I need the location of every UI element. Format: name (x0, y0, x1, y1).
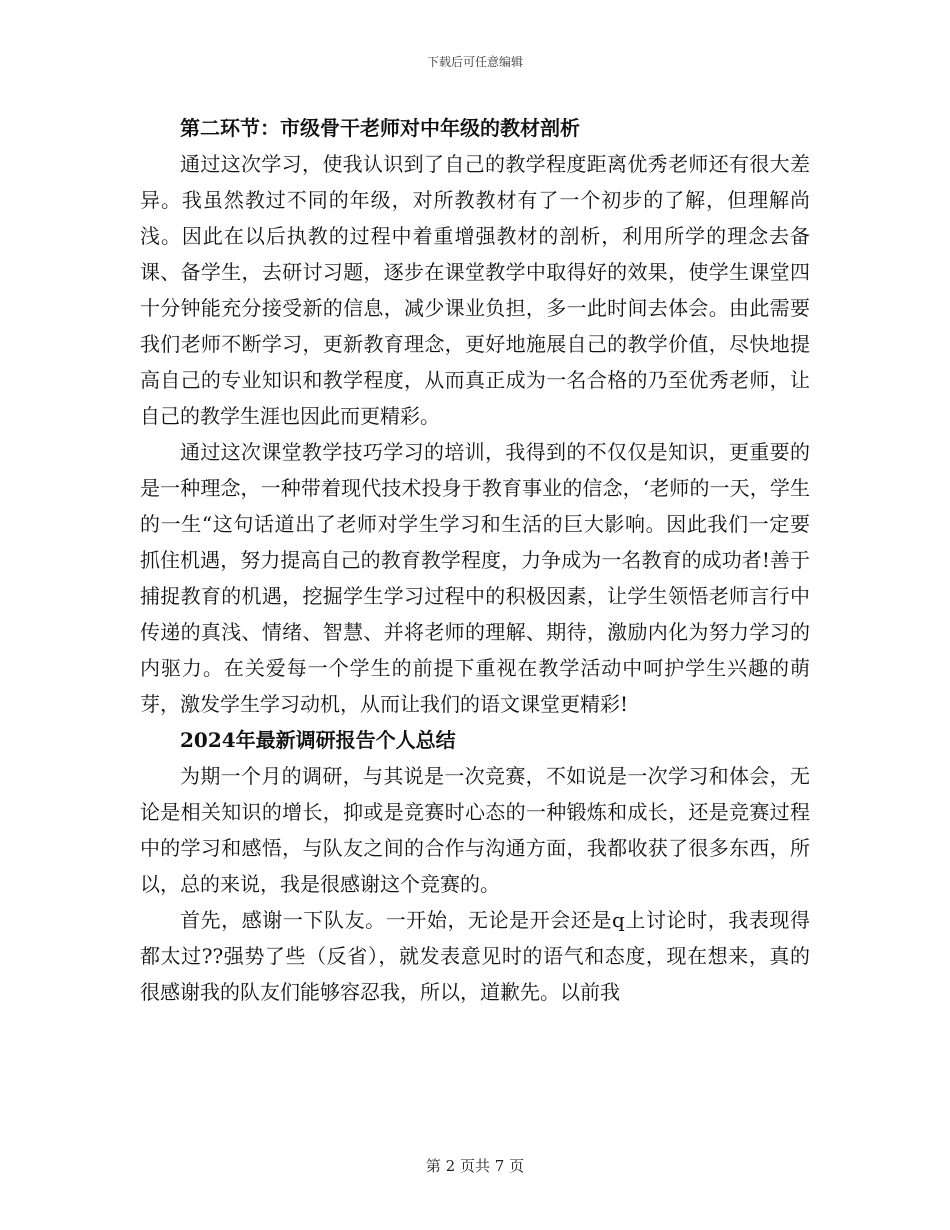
report-paragraph-2: 首先，感谢一下队友。一开始，无论是开会还是q上讨论时，我表现得都太过??强势了些（反省），就发表意见时的语气和态度，现在想来，真的很感谢我的队友们能够容忍我，所以，道歉先。以前我 (140, 908, 810, 1004)
section-paragraph-1: 通过这次学习，使我认识到了自己的教学程度距离优秀老师还有很大差异。我虽然教过不同的年级，对所教教材有了一个初步的了解，但理解尚浅。因此在以后执教的过程中着重增强教材的剖析，利用所学的理念去备课、备学生，去研讨习题，逐步在课堂教学中取得好的效果，使学生课堂四十分钟能充分接受新的信息，减少课业负担，多一此时间去体会。由此需要我们老师不断学习，更新教育理念，更好地施展自己的教学价值，尽快地提高自己的专业知识和教学程度，从而真正成为一名合格的乃至优秀老师，让自己的教学生涯也因此而更精彩。 (140, 152, 810, 428)
section-paragraph-2: 通过这次课堂教学技巧学习的培训，我得到的不仅仅是知识，更重要的是一种理念，一种带着现代技术投身于教育事业的信念，‘老师的一天，学生的一生“这句话道出了老师对学生学习和生活的巨大影响。因此我们一定要抓住机遇，努力提高自己的教育教学程度，力争成为一名教育的成功者!善于捕捉教育的机遇，挖掘学生学习过程中的积极因素，让学生领悟老师言行中传递的真浅、情绪、智慧、并将老师的理解、期待，激励内化为努力学习的内驱力。在关爱每一个学生的前提下重视在教学活动中呵护学生兴趣的萌芽，激发学生学习动机，从而让我们的语文课堂更精彩! (140, 440, 810, 716)
section-heading: 第二环节：市级骨干老师对中年级的教材剖析 (180, 116, 580, 140)
report-paragraph-1: 为期一个月的调研，与其说是一次竞赛，不如说是一次学习和体会，无论是相关知识的增长，抑或是竞赛时心态的一种锻炼和成长，还是竞赛过程中的学习和感悟，与队友之间的合作与沟通方面，我都收获了很多东西，所以，总的来说，我是很感谢这个竞赛的。 (140, 764, 810, 896)
report-title: 2024年最新调研报告个人总结 (180, 728, 456, 752)
document-body (140, 110, 810, 1010)
page-number: 第 2 页共 7 页 (425, 1157, 525, 1175)
page-header-note: 下载后可任意编辑 (426, 55, 523, 69)
